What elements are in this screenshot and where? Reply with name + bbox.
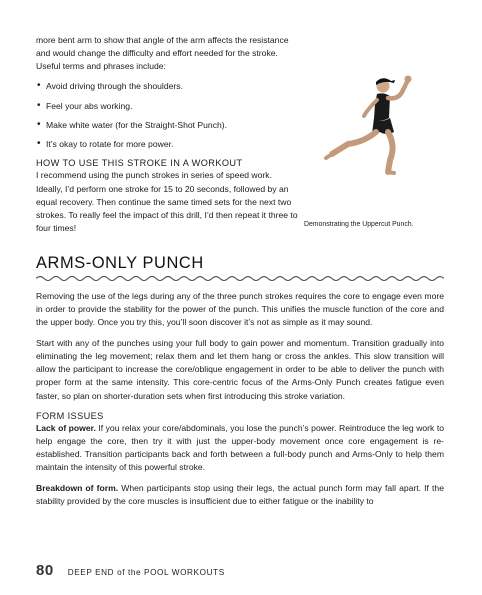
- workout-paragraph: I recommend using the punch strokes in series of speed work. Ideally, I’d perform one stroke for 15 to 20 seconds, followed by an equal recovery. Then continue the same timed sets for the next two strokes. To really feel the impact of this drill, I’d then repeat it three to four times!: [36, 170, 298, 233]
- top-row: [36, 34, 444, 235]
- list-item: • Feel your abs working.: [46, 100, 298, 112]
- figure-caption: Demonstrating the Uppercut Punch.: [304, 221, 414, 228]
- page-number: 80: [36, 562, 54, 579]
- form-issue-power: [36, 422, 444, 474]
- figure-column: [304, 34, 444, 229]
- workout-heading: HOW TO USE THIS STROKE IN A WORKOUT: [36, 158, 243, 169]
- form-issue-power-text: If you relax your core/abdominals, you lose the punch’s power. Reintroduce the leg work to help engage the core, then try it with just the upper-body movement once core engagement is re-established. Transition participants back and forth between a full-body punch and Arms-Only to help them maintain the intensity of this powerful stroke.: [36, 422, 444, 472]
- section-paragraph-2: Start with any of the punches using your full body to gain power and momentum. Transition gradually into eliminating the leg movement; relax them and let them hang or cross the ankles. This slow transition will allow the participant to increase the core/oblique engagement in order to be able to deliver the punch with proper form at the same intensity. This core-centric focus of the Arms-Only Punch creates fatigue even faster, so plan on shorter-duration sets when first introducing this stroke variation.: [36, 338, 444, 401]
- section-title: ARMS-ONLY PUNCH: [36, 253, 204, 272]
- uppercut-punch-photo: [304, 74, 444, 200]
- wavy-divider: [36, 274, 444, 283]
- book-title: DEEP END of the POOL WORKOUTS: [67, 568, 225, 577]
- list-item: • Avoid driving through the shoulders.: [46, 80, 298, 92]
- form-issue-breakdown-lead: Breakdown of form.: [36, 483, 119, 494]
- intro-paragraph: more bent arm to show that angle of the arm affects the resistance and would change the difficulty and effort needed for the stroke. Useful terms and phrases include:: [36, 35, 289, 72]
- page-content: [36, 34, 444, 508]
- tips-list: [36, 80, 298, 150]
- form-issues-heading: FORM ISSUES: [36, 410, 104, 421]
- list-item: • It’s okay to rotate for more power.: [46, 138, 298, 150]
- top-left-column: [36, 34, 298, 235]
- form-issue-breakdown: [36, 482, 444, 508]
- section-paragraph-1: Removing the use of the legs during any of the three punch strokes requires the core to engage even more in order to provide the stability for the power of the punch. This unifies the muscle function of the core and the upper body. Once you try this, you’ll soon discover it’s not as simple as it may sound.: [36, 290, 444, 328]
- list-item: • Make white water (for the Straight-Shot Punch).: [46, 119, 298, 131]
- form-issue-power-lead: Lack of power.: [36, 422, 96, 433]
- form-issue-breakdown-text: When participants stop using their legs, the actual punch form may fall apart. If the stability provided by the core muscles is insufficient due to either fatigue or the inability to: [36, 483, 444, 507]
- page-footer: [36, 562, 225, 579]
